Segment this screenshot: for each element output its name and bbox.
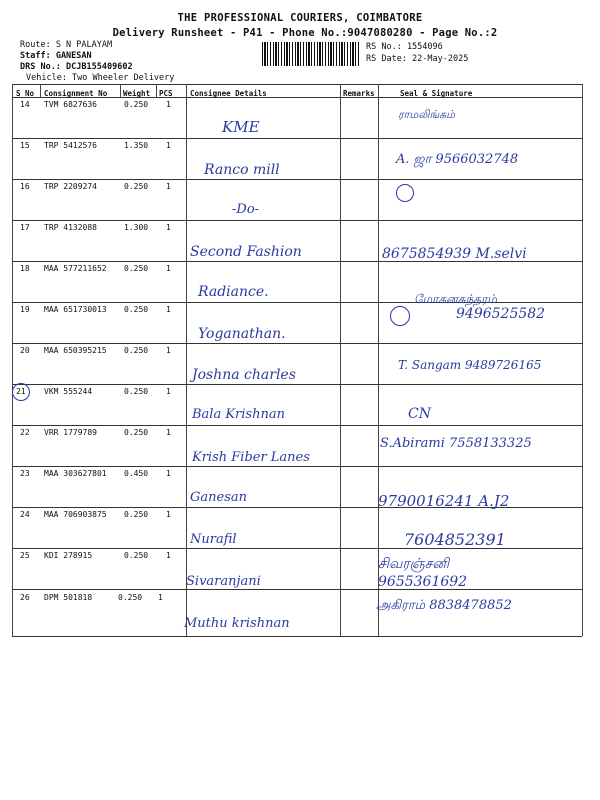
row-consignee: Radiance. bbox=[198, 284, 269, 300]
row-sno: 14 bbox=[20, 100, 30, 109]
row-pcs: 1 bbox=[166, 223, 171, 232]
row-consignee: Bala Krishnan bbox=[192, 407, 285, 422]
row-sno: 20 bbox=[20, 346, 30, 355]
row-weight: 0.250 bbox=[124, 264, 149, 273]
row-pcs: 1 bbox=[166, 141, 171, 150]
col-consignee: Consignee Details bbox=[190, 89, 267, 98]
barcode bbox=[262, 42, 360, 66]
row-consignee: Yoganathan. bbox=[198, 326, 286, 342]
col-sno: S No bbox=[16, 89, 35, 98]
row-consignment: MAA 651730013 bbox=[44, 305, 107, 314]
row-consignee: Joshna charles bbox=[192, 367, 296, 383]
row-signature: மோகனசுந்தரம் bbox=[414, 292, 497, 306]
row-consignee: -Do- bbox=[232, 202, 260, 217]
row-pcs: 1 bbox=[166, 428, 171, 437]
row-sno: 15 bbox=[20, 141, 30, 150]
row-pcs: 1 bbox=[166, 551, 171, 560]
row-consignee: Nurafil bbox=[190, 532, 237, 547]
col-signature: Seal & Signature bbox=[400, 89, 473, 98]
row-consignment: MAA 577211652 bbox=[44, 264, 107, 273]
row-consignee: Second Fashion bbox=[190, 244, 302, 260]
row-weight: 1.350 bbox=[124, 141, 149, 150]
row-consignee: Muthu krishnan bbox=[184, 616, 290, 631]
row-sno: 24 bbox=[20, 510, 30, 519]
row-consignee: Ranco mill bbox=[204, 162, 280, 178]
staff-text: Staff: GANESAN bbox=[20, 51, 92, 61]
row-signature: 9790016241 A.J2 bbox=[378, 492, 510, 510]
row-consignee: Sivaranjani bbox=[186, 574, 261, 589]
row-weight: 0.250 bbox=[124, 182, 149, 191]
row-weight: 0.250 bbox=[124, 100, 149, 109]
row-sno: 16 bbox=[20, 182, 30, 191]
row-signature: 7604852391 bbox=[404, 530, 506, 549]
row-sno: 26 bbox=[20, 593, 30, 602]
row-sno: 18 bbox=[20, 264, 30, 273]
col-consignment: Consignment No bbox=[44, 89, 108, 98]
row-signature: S.Abirami 7558133325 bbox=[380, 436, 532, 451]
drs-text: DRS No.: DCJB155409602 bbox=[20, 62, 133, 72]
row-weight: 1.300 bbox=[124, 223, 149, 232]
route-text: Route: S N PALAYAM bbox=[20, 40, 113, 50]
row-consignee: Krish Fiber Lanes bbox=[192, 450, 310, 465]
row-signature: சிவரஞ்சனி 9655361692 bbox=[378, 556, 468, 590]
row-sno: 25 bbox=[20, 551, 30, 560]
row-signature: T. Sangam 9489726165 bbox=[398, 358, 542, 372]
row-consignment: KDI 278915 bbox=[44, 551, 93, 560]
row-consignment: TRP 5412576 bbox=[44, 141, 97, 150]
row-consignment: MAA 650395215 bbox=[44, 346, 107, 355]
signature-mark bbox=[390, 306, 410, 326]
row-pcs: 1 bbox=[166, 264, 171, 273]
row-weight: 0.250 bbox=[124, 551, 149, 560]
row-signature: ராமலிங்கம் bbox=[398, 108, 456, 121]
row-pcs: 1 bbox=[158, 593, 163, 602]
signature-mark bbox=[396, 184, 414, 202]
col-pcs: PCS bbox=[159, 89, 173, 98]
vehicle-text: Vehicle: Two Wheeler Delivery bbox=[26, 73, 175, 83]
row-signature: 8675854939 M.selvi bbox=[382, 246, 527, 262]
col-weight: Weight bbox=[123, 89, 151, 98]
row-weight: 0.250 bbox=[124, 428, 149, 437]
row-consignment: VRR 1779789 bbox=[44, 428, 97, 437]
row-weight: 0.250 bbox=[124, 346, 149, 355]
row-sno: 21 bbox=[16, 387, 26, 396]
row-signature: 9496525582 bbox=[456, 306, 546, 322]
row-consignment: TRP 2209274 bbox=[44, 182, 97, 191]
row-weight: 0.250 bbox=[118, 593, 143, 602]
row-pcs: 1 bbox=[166, 100, 171, 109]
col-remarks: Remarks bbox=[343, 89, 375, 98]
rs-number: RS No.: 1554096 bbox=[366, 42, 443, 52]
row-signature: A. ஜா 9566032748 bbox=[396, 152, 519, 167]
row-consignment: TRP 4132088 bbox=[44, 223, 97, 232]
row-weight: 0.250 bbox=[124, 387, 149, 396]
row-weight: 0.250 bbox=[124, 510, 149, 519]
rs-date: RS Date: 22-May-2025 bbox=[366, 54, 469, 64]
row-weight: 0.450 bbox=[124, 469, 149, 478]
row-pcs: 1 bbox=[166, 305, 171, 314]
company-title: THE PROFESSIONAL COURIERS, COIMBATORE bbox=[177, 12, 423, 24]
runsheet-subtitle: Delivery Runsheet - P41 - Phone No.:9047080280 - Page No.:2 bbox=[112, 27, 498, 39]
row-sno: 17 bbox=[20, 223, 30, 232]
row-consignment: VKM 555244 bbox=[44, 387, 93, 396]
row-consignment: TVM 6827636 bbox=[44, 100, 97, 109]
row-consignee: KME bbox=[222, 118, 260, 136]
row-sno: 22 bbox=[20, 428, 30, 437]
row-signature: அகிராம் 8838478852 bbox=[376, 598, 512, 613]
row-sno: 23 bbox=[20, 469, 30, 478]
row-pcs: 1 bbox=[166, 182, 171, 191]
row-pcs: 1 bbox=[166, 387, 171, 396]
row-signature: CN bbox=[408, 406, 431, 422]
row-pcs: 1 bbox=[166, 346, 171, 355]
row-consignment: MAA 303627801 bbox=[44, 469, 107, 478]
row-weight: 0.250 bbox=[124, 305, 149, 314]
row-sno: 19 bbox=[20, 305, 30, 314]
row-consignment: DPM 501818 bbox=[44, 593, 93, 602]
row-consignment: MAA 706903875 bbox=[44, 510, 107, 519]
row-pcs: 1 bbox=[166, 469, 171, 478]
row-consignee: Ganesan bbox=[190, 490, 247, 505]
row-pcs: 1 bbox=[166, 510, 171, 519]
